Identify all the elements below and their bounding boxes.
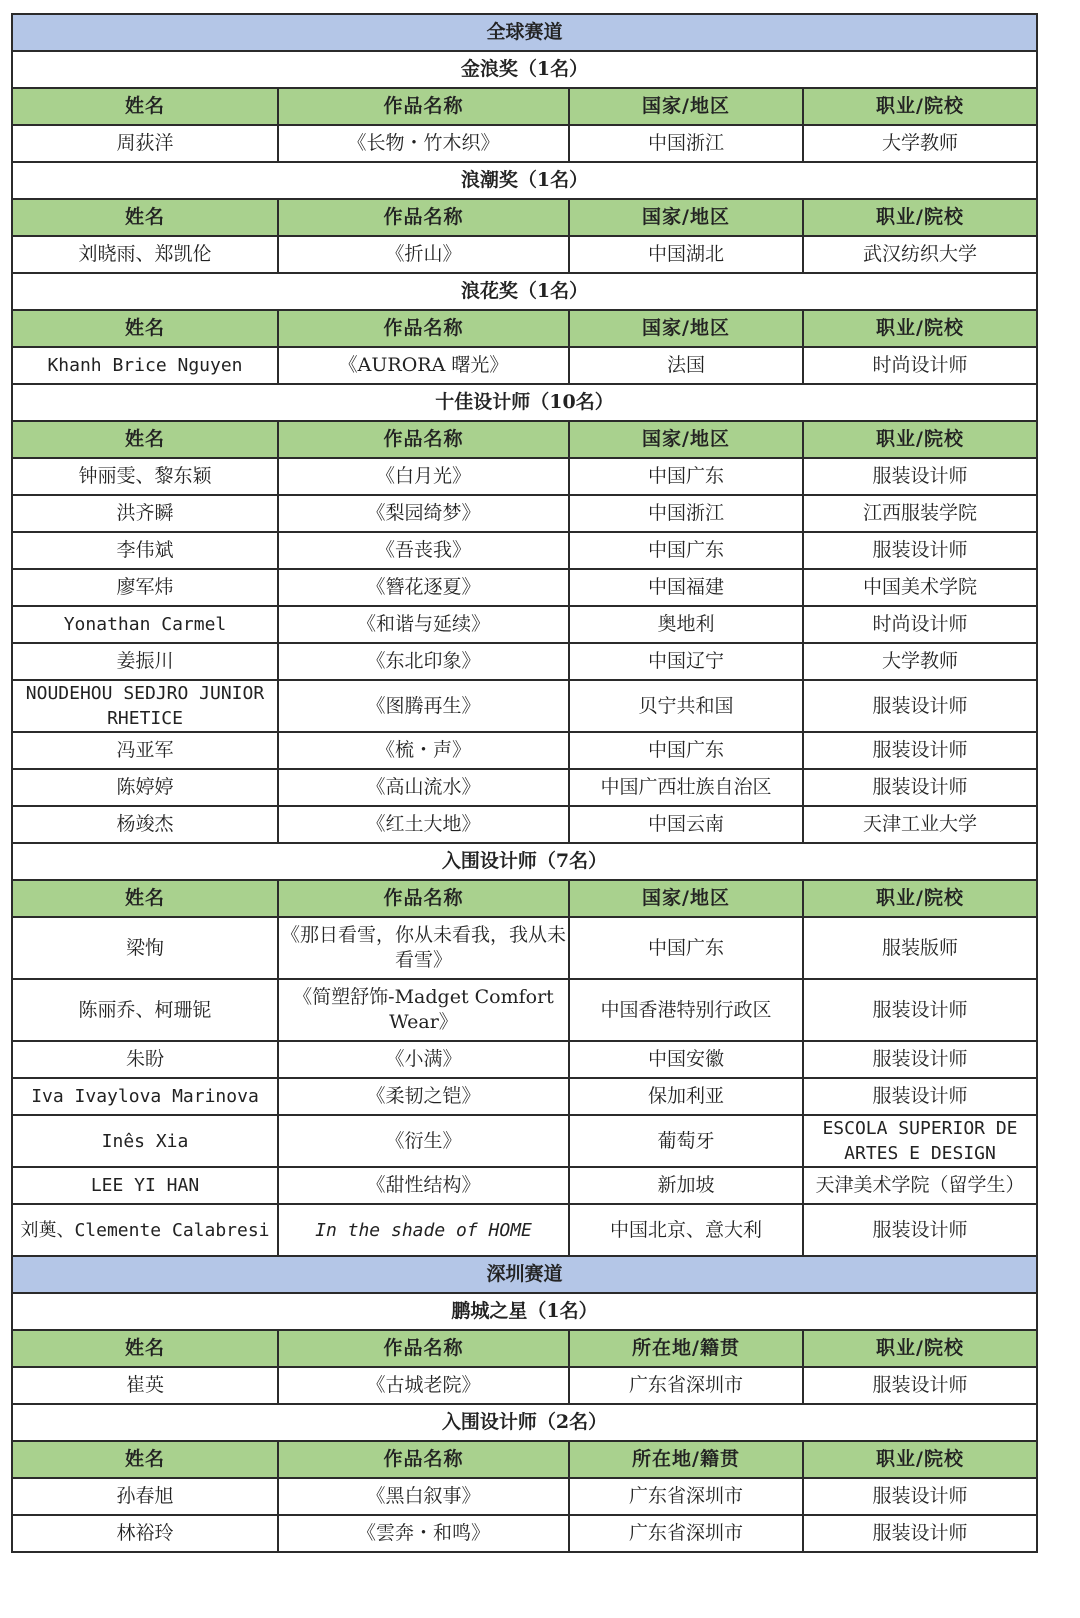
winner-name-cell: 洪齐瞬	[12, 495, 278, 532]
work-title-cell: 《东北印象》	[278, 643, 569, 680]
winner-name-cell: NOUDEHOU SEDJRO JUNIOR RHETICE	[12, 680, 278, 732]
region-cell: 贝宁共和国	[569, 680, 803, 732]
column-header: 姓名	[12, 880, 278, 917]
region-cell: 中国广西壮族自治区	[569, 769, 803, 806]
winner-name-cell: 廖军炜	[12, 569, 278, 606]
column-header: 国家/地区	[569, 199, 803, 236]
column-header-row	[12, 88, 1037, 125]
winner-name-cell: 刘薁、Clemente Calabresi	[12, 1204, 278, 1256]
work-title-cell: 《AURORA 曙光》	[278, 347, 569, 384]
column-header: 国家/地区	[569, 310, 803, 347]
work-title-cell: 《梳・声》	[278, 732, 569, 769]
region-cell: 葡萄牙	[569, 1115, 803, 1167]
track-title: 全球赛道	[12, 14, 1037, 51]
work-title-cell: 《图腾再生》	[278, 680, 569, 732]
column-header: 姓名	[12, 1441, 278, 1478]
table-row	[12, 532, 1037, 569]
region-cell: 中国广东	[569, 732, 803, 769]
region-cell: 保加利亚	[569, 1078, 803, 1115]
column-header: 作品名称	[278, 880, 569, 917]
winner-name-cell: Khanh Brice Nguyen	[12, 347, 278, 384]
column-header-row	[12, 1441, 1037, 1478]
column-header: 作品名称	[278, 199, 569, 236]
table-row	[12, 236, 1037, 273]
table-row	[12, 1167, 1037, 1204]
winner-name-cell: LEE YI HAN	[12, 1167, 278, 1204]
column-header: 作品名称	[278, 421, 569, 458]
award-title: 浪潮奖（1名）	[12, 162, 1037, 199]
results-table	[11, 13, 1038, 1553]
track-header	[12, 1256, 1037, 1293]
award-title: 鹏城之星（1名）	[12, 1293, 1037, 1330]
winner-name-cell: 朱盼	[12, 1041, 278, 1078]
column-header: 国家/地区	[569, 880, 803, 917]
table-row	[12, 1078, 1037, 1115]
table-row	[12, 1367, 1037, 1404]
table-row	[12, 806, 1037, 843]
occupation-cell: 服装设计师	[803, 1204, 1037, 1256]
winner-name-cell: 林裕玲	[12, 1515, 278, 1552]
column-header: 姓名	[12, 199, 278, 236]
occupation-cell: 时尚设计师	[803, 347, 1037, 384]
award-header	[12, 1404, 1037, 1441]
occupation-cell: ESCOLA SUPERIOR DE ARTES E DESIGN	[803, 1115, 1037, 1167]
winner-name-cell: 钟丽雯、黎东颖	[12, 458, 278, 495]
work-title-cell: 《红土大地》	[278, 806, 569, 843]
award-title: 入围设计师（7名）	[12, 843, 1037, 880]
region-cell: 中国安徽	[569, 1041, 803, 1078]
track-header	[12, 14, 1037, 51]
column-header: 所在地/籍贯	[569, 1330, 803, 1367]
work-title-cell: 《吾丧我》	[278, 532, 569, 569]
column-header: 姓名	[12, 88, 278, 125]
winner-name-cell: 李伟斌	[12, 532, 278, 569]
column-header: 职业/院校	[803, 88, 1037, 125]
occupation-cell: 服装设计师	[803, 1078, 1037, 1115]
region-cell: 中国福建	[569, 569, 803, 606]
occupation-cell: 天津工业大学	[803, 806, 1037, 843]
occupation-cell: 天津美术学院（留学生）	[803, 1167, 1037, 1204]
region-cell: 中国广东	[569, 917, 803, 979]
column-header: 姓名	[12, 421, 278, 458]
column-header-row	[12, 199, 1037, 236]
occupation-cell: 中国美术学院	[803, 569, 1037, 606]
occupation-cell: 大学教师	[803, 643, 1037, 680]
winner-name-cell: Iva Ivaylova Marinova	[12, 1078, 278, 1115]
region-cell: 中国云南	[569, 806, 803, 843]
results-table-body	[12, 14, 1037, 1552]
table-row	[12, 1204, 1037, 1256]
work-title-cell: 《甜性结构》	[278, 1167, 569, 1204]
occupation-cell: 江西服装学院	[803, 495, 1037, 532]
winner-name-cell: 姜振川	[12, 643, 278, 680]
table-row	[12, 569, 1037, 606]
column-header-row	[12, 880, 1037, 917]
award-header	[12, 51, 1037, 88]
winner-name-cell: 孙春旭	[12, 1478, 278, 1515]
column-header-row	[12, 310, 1037, 347]
column-header: 职业/院校	[803, 310, 1037, 347]
winner-name-cell: 周荻洋	[12, 125, 278, 162]
region-cell: 中国辽宁	[569, 643, 803, 680]
table-row	[12, 347, 1037, 384]
region-cell: 中国浙江	[569, 125, 803, 162]
column-header: 所在地/籍贯	[569, 1441, 803, 1478]
winner-name-cell: 刘晓雨、郑凯伦	[12, 236, 278, 273]
award-title: 金浪奖（1名）	[12, 51, 1037, 88]
region-cell: 中国广东	[569, 532, 803, 569]
occupation-cell: 服装设计师	[803, 979, 1037, 1041]
work-title-cell: 《柔韧之铠》	[278, 1078, 569, 1115]
winner-name-cell: Yonathan Carmel	[12, 606, 278, 643]
region-cell: 中国湖北	[569, 236, 803, 273]
region-cell: 中国北京、意大利	[569, 1204, 803, 1256]
winner-name-cell: 梁恂	[12, 917, 278, 979]
table-row	[12, 495, 1037, 532]
table-row	[12, 979, 1037, 1041]
award-header	[12, 1293, 1037, 1330]
region-cell: 法国	[569, 347, 803, 384]
region-cell: 广东省深圳市	[569, 1478, 803, 1515]
award-title: 浪花奖（1名）	[12, 273, 1037, 310]
track-title: 深圳赛道	[12, 1256, 1037, 1293]
column-header: 作品名称	[278, 310, 569, 347]
occupation-cell: 服装设计师	[803, 1515, 1037, 1552]
region-cell: 奥地利	[569, 606, 803, 643]
occupation-cell: 大学教师	[803, 125, 1037, 162]
column-header: 姓名	[12, 1330, 278, 1367]
work-title-cell: In the shade of HOME	[278, 1204, 569, 1256]
award-header	[12, 384, 1037, 421]
work-title-cell: 《折山》	[278, 236, 569, 273]
work-title-cell: 《和谐与延续》	[278, 606, 569, 643]
table-row	[12, 732, 1037, 769]
work-title-cell: 《衍生》	[278, 1115, 569, 1167]
occupation-cell: 服装设计师	[803, 732, 1037, 769]
column-header: 职业/院校	[803, 421, 1037, 458]
column-header: 作品名称	[278, 1441, 569, 1478]
work-title-cell: 《长物・竹木织》	[278, 125, 569, 162]
work-title-cell: 《高山流水》	[278, 769, 569, 806]
occupation-cell: 服装设计师	[803, 1367, 1037, 1404]
occupation-cell: 服装设计师	[803, 1041, 1037, 1078]
occupation-cell: 服装设计师	[803, 1478, 1037, 1515]
region-cell: 广东省深圳市	[569, 1367, 803, 1404]
column-header: 姓名	[12, 310, 278, 347]
work-title-cell: 《梨园绮梦》	[278, 495, 569, 532]
winner-name-cell: 陈丽乔、柯珊铌	[12, 979, 278, 1041]
region-cell: 中国香港特别行政区	[569, 979, 803, 1041]
work-title-cell: 《小满》	[278, 1041, 569, 1078]
winner-name-cell: 崔英	[12, 1367, 278, 1404]
table-row	[12, 643, 1037, 680]
winner-name-cell: 杨竣杰	[12, 806, 278, 843]
award-title: 入围设计师（2名）	[12, 1404, 1037, 1441]
winner-name-cell: Inês Xia	[12, 1115, 278, 1167]
table-row	[12, 125, 1037, 162]
work-title-cell: 《那日看雪，你从未看我，我从未看雪》	[278, 917, 569, 979]
occupation-cell: 武汉纺织大学	[803, 236, 1037, 273]
table-row	[12, 769, 1037, 806]
award-header	[12, 162, 1037, 199]
region-cell: 中国浙江	[569, 495, 803, 532]
work-title-cell: 《简塑舒饰-Madget Comfort Wear》	[278, 979, 569, 1041]
column-header: 国家/地区	[569, 88, 803, 125]
column-header: 作品名称	[278, 1330, 569, 1367]
region-cell: 广东省深圳市	[569, 1515, 803, 1552]
table-row	[12, 917, 1037, 979]
award-header	[12, 843, 1037, 880]
column-header: 职业/院校	[803, 199, 1037, 236]
occupation-cell: 服装设计师	[803, 769, 1037, 806]
table-row	[12, 458, 1037, 495]
work-title-cell: 《簪花逐夏》	[278, 569, 569, 606]
column-header: 职业/院校	[803, 1441, 1037, 1478]
award-title: 十佳设计师（10名）	[12, 384, 1037, 421]
occupation-cell: 服装设计师	[803, 532, 1037, 569]
table-row	[12, 1515, 1037, 1552]
winner-name-cell: 冯亚军	[12, 732, 278, 769]
work-title-cell: 《雲奔・和鸣》	[278, 1515, 569, 1552]
column-header: 职业/院校	[803, 1330, 1037, 1367]
column-header: 职业/院校	[803, 880, 1037, 917]
table-row	[12, 1115, 1037, 1167]
region-cell: 中国广东	[569, 458, 803, 495]
column-header: 国家/地区	[569, 421, 803, 458]
table-row	[12, 606, 1037, 643]
column-header-row	[12, 421, 1037, 458]
table-row	[12, 680, 1037, 732]
winner-name-cell: 陈婷婷	[12, 769, 278, 806]
occupation-cell: 时尚设计师	[803, 606, 1037, 643]
table-row	[12, 1041, 1037, 1078]
table-row	[12, 1478, 1037, 1515]
occupation-cell: 服装设计师	[803, 458, 1037, 495]
work-title-cell: 《白月光》	[278, 458, 569, 495]
region-cell: 新加坡	[569, 1167, 803, 1204]
occupation-cell: 服装设计师	[803, 680, 1037, 732]
occupation-cell: 服装版师	[803, 917, 1037, 979]
work-title-cell: 《黑白叙事》	[278, 1478, 569, 1515]
award-header	[12, 273, 1037, 310]
column-header: 作品名称	[278, 88, 569, 125]
column-header-row	[12, 1330, 1037, 1367]
work-title-cell: 《古城老院》	[278, 1367, 569, 1404]
